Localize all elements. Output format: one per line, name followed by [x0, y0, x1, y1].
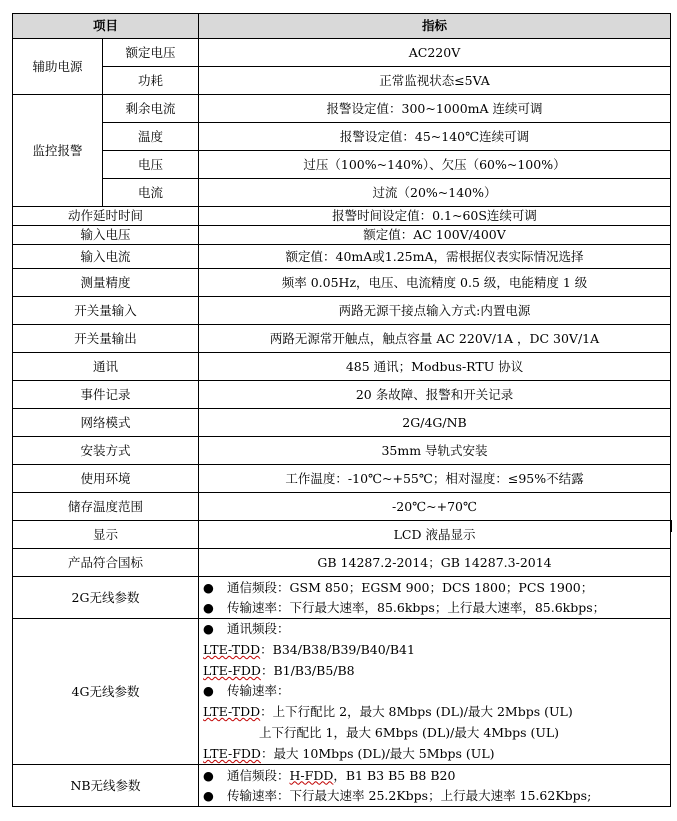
row-name: 电流 — [103, 179, 199, 207]
row-value: GB 14287.2-2014；GB 14287.3-2014 — [199, 549, 671, 577]
row-value: 工作温度：-10℃~+55℃；相对湿度：≤95%不结露 — [199, 465, 671, 493]
row-name: 剩余电流 — [103, 95, 199, 123]
row-name: 显示 — [13, 521, 199, 549]
row-value: 报警设定值：300~1000mA 连续可调 — [199, 95, 671, 123]
table-row — [13, 207, 671, 226]
table-row — [13, 465, 671, 493]
row-value: 35mm 导轨式安装 — [199, 437, 671, 465]
row-value: LCD 液晶显示 — [199, 521, 671, 549]
bullet-icon: ● — [203, 683, 214, 698]
row-name: 动作延时时间 — [13, 207, 199, 226]
row-value: 额定值：40mA或1.25mA，需根据仪表实际情况选择 — [199, 245, 671, 269]
table-header-row — [13, 14, 671, 39]
table-row — [13, 39, 671, 67]
row-value: 报警设定值：45~140℃连续可调 — [199, 123, 671, 151]
list-item: ● 传输速率：下行最大速率，85.6kbps；上行最大速率，85.6kbps； — [203, 598, 666, 618]
table-row — [13, 619, 671, 765]
table-row — [13, 226, 671, 245]
row-name: 输入电流 — [13, 245, 199, 269]
row-name: 开关量输入 — [13, 297, 199, 325]
row-value: 485 通讯；Modbus-RTU 协议 — [199, 353, 671, 381]
row-value: -20℃~+70℃ — [199, 493, 671, 521]
table-row — [13, 179, 671, 207]
bullet-icon: ● — [203, 579, 214, 595]
row-value: 正常监视状态≤5VA — [199, 67, 671, 95]
row-name: 输入电压 — [13, 226, 199, 245]
row-name: 使用环境 — [13, 465, 199, 493]
row-value: 频率 0.05Hz，电压、电流精度 0.5 级，电能精度 1 级 — [199, 269, 671, 297]
row-name: 开关量输出 — [13, 325, 199, 353]
row-value: 过流（20%~140%） — [199, 179, 671, 207]
row-name: 通讯 — [13, 353, 199, 381]
row-name: NB无线参数 — [13, 765, 199, 807]
row-name: 产品符合国标 — [13, 549, 199, 577]
table-row — [13, 437, 671, 465]
bullet-icon: ● — [203, 621, 214, 636]
wireless-nb-value — [199, 765, 671, 807]
edge-marker — [670, 520, 672, 532]
table-row — [13, 151, 671, 179]
row-value: AC220V — [199, 39, 671, 67]
header-spec: 指标 — [199, 14, 671, 39]
table-row — [13, 245, 671, 269]
wireless-2g-value — [199, 577, 671, 619]
table-row — [13, 493, 671, 521]
table-row — [13, 325, 671, 353]
table-row — [13, 577, 671, 619]
spec-table — [12, 13, 671, 807]
list-item: ● 通信频段：H-FDD，B1 B3 B5 B8 B20 — [203, 766, 666, 786]
row-value: 过压（100%~140%）、欠压（60%~100%） — [199, 151, 671, 179]
row-name: 储存温度范围 — [13, 493, 199, 521]
bullet-icon: ● — [203, 787, 214, 803]
list-item: 上下行配比 1，最大 6Mbps (DL)/最大 4Mbps (UL) — [259, 725, 560, 740]
list-item: LTE-FDD：B1/B3/B5/B8 — [203, 663, 355, 678]
row-name: 功耗 — [103, 67, 199, 95]
row-name: 安装方式 — [13, 437, 199, 465]
row-name: 事件记录 — [13, 381, 199, 409]
wireless-4g-value — [199, 619, 671, 765]
row-name: 2G无线参数 — [13, 577, 199, 619]
group-aux-power: 辅助电源 — [13, 39, 103, 95]
table-row — [13, 297, 671, 325]
table-row — [13, 409, 671, 437]
list-item: LTE-TDD：B34/B38/B39/B40/B41 — [203, 642, 415, 657]
row-value: 额定值：AC 100V/400V — [199, 226, 671, 245]
table-row — [13, 381, 671, 409]
list-item: ● 传输速率： — [203, 681, 666, 701]
table-row — [13, 521, 671, 549]
list-item: LTE-TDD：上下行配比 2，最大 8Mbps (DL)/最大 2Mbps (UL) — [203, 704, 573, 719]
list-item: ● 传输速率：下行最大速率 25.2Kbps；上行最大速率 15.62Kbps; — [203, 786, 666, 806]
table-row — [13, 67, 671, 95]
row-name: 额定电压 — [103, 39, 199, 67]
row-value: 20 条故障、报警和开关记录 — [199, 381, 671, 409]
list-item: LTE-FDD：最大 10Mbps (DL)/最大 5Mbps (UL) — [203, 746, 495, 761]
table-row — [13, 269, 671, 297]
table-row — [13, 123, 671, 151]
bullet-icon: ● — [203, 599, 214, 615]
list-item: ● 通信频段：GSM 850；EGSM 900；DCS 1800；PCS 1900； — [203, 578, 666, 598]
bullet-icon: ● — [203, 767, 214, 783]
group-monitor-alarm: 监控报警 — [13, 95, 103, 207]
table-row — [13, 95, 671, 123]
row-name: 4G无线参数 — [13, 619, 199, 765]
row-name: 温度 — [103, 123, 199, 151]
table-row — [13, 765, 671, 807]
row-name: 测量精度 — [13, 269, 199, 297]
row-name: 电压 — [103, 151, 199, 179]
row-value: 2G/4G/NB — [199, 409, 671, 437]
row-value: 报警时间设定值：0.1~60S连续可调 — [199, 207, 671, 226]
row-value: 两路无源干接点输入方式:内置电源 — [199, 297, 671, 325]
row-value: 两路无源常开触点，触点容量 AC 220V/1A ，DC 30V/1A — [199, 325, 671, 353]
list-item: ● 通讯频段： — [203, 619, 666, 639]
header-item: 项目 — [13, 14, 199, 39]
table-row — [13, 549, 671, 577]
row-name: 网络模式 — [13, 409, 199, 437]
table-row — [13, 353, 671, 381]
